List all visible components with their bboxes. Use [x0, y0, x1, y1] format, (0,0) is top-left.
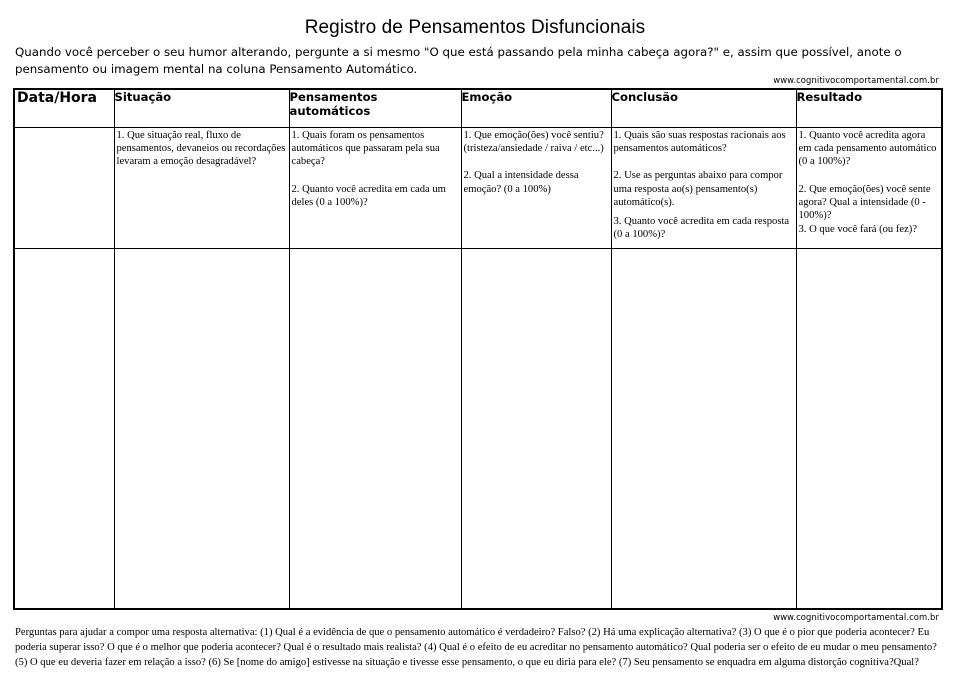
column-header-conclusao: Conclusão	[611, 89, 796, 128]
guide-text: 2. Use as perguntas abaixo para compor uma resposta ao(s) pensamento(s) automático(s).	[613, 170, 783, 208]
guide-cell-emocao	[461, 128, 611, 249]
guide-text: 3. Quanto você acredita em cada resposta (0 a 100%)?	[613, 216, 790, 241]
column-header-resultado: Resultado	[796, 89, 942, 128]
guide-text: 1. Que situação real, fluxo de pensamentos, devaneios ou recordações levaram a emoção desagradável?	[116, 130, 286, 168]
guide-text: 1. Quais são suas respostas racionais aos pensamentos automáticos?	[613, 130, 786, 155]
entry-row	[14, 249, 942, 610]
thought-record-table	[13, 88, 943, 610]
column-header-emocao: Emoção	[461, 89, 611, 128]
guide-text: 2. Quanto você acredita em cada um deles (0 a 100%)?	[291, 183, 446, 208]
guide-cell-pensamentos	[289, 128, 461, 249]
entry-cell-situacao[interactable]	[114, 249, 289, 610]
guide-text: 2. Que emoção(ões) você sente agora? Qual a intensidade (0 - 100%)?	[798, 183, 931, 222]
entry-cell-conclusao[interactable]	[611, 249, 796, 610]
column-header-pensamentos: Pensamentos automáticos	[289, 89, 461, 128]
entry-cell-data-hora[interactable]	[14, 249, 114, 610]
guide-text: 1. Quais foram os pensamentos automáticos que passaram pela sua cabeça?	[291, 130, 440, 168]
column-header-data-hora: Data/Hora	[14, 89, 114, 128]
guide-text: 1. Quanto você acredita agora em cada pensamento automático (0 a 100%)?	[798, 130, 937, 168]
guide-cell-data-hora[interactable]	[14, 128, 114, 249]
entry-cell-resultado[interactable]	[796, 249, 942, 610]
guide-cell-resultado	[796, 128, 942, 249]
intro-instructions: Quando você perceber o seu humor alterando, pergunte a si mesmo "O que está passando pela minha cabeça agora?" e, assim que possível, anote o pensamento ou imagem mental na coluna Pensamento Automático.	[15, 45, 902, 76]
page-title: Registro de Pensamentos Disfuncionais	[304, 17, 646, 38]
website-url-bottom: www.cognitivocomportamental.com.br	[773, 612, 939, 622]
guide-cell-conclusao	[611, 128, 796, 249]
entry-cell-pensamentos[interactable]	[289, 249, 461, 610]
guide-text: 3. O que você fará (ou fez)?	[798, 224, 918, 236]
table-header-row	[14, 89, 942, 128]
entry-cell-emocao[interactable]	[461, 249, 611, 610]
footer-questions: Perguntas para ajudar a compor uma resposta alternativa: (1) Qual é a evidência de que o pensamento automático é verdadeiro? Falso? (2) Há uma explicação alternativa? (3) O que é o pior que poderia acontecer? Eu poderia superar isso? O que é o melhor que poderia acontecer? Qual é o resultado mais realista? (4) Qual é o efeito de eu acreditar no pensamento automático? Qual poderia ser o efeito de eu mudar o meu pensamento? (5) O que eu deveria fazer em relação a isso? (6) Se [nome do amigo] estivesse na situação e tivesse esse pensamento, o que eu diria para ele? (7) Seu pensamento se enquadra em alguma distorção cognitiva?Qual?	[15, 627, 937, 668]
guide-text: 2. Qual a intensidade dessa emoção? (0 a 100%)	[463, 170, 579, 195]
website-url-top: www.cognitivocomportamental.com.br	[773, 75, 939, 85]
guide-text: 1. Que emoção(ões) você sentiu? (tristeza/ansiedade / raiva / etc...)	[463, 130, 604, 155]
guide-cell-situacao	[114, 128, 289, 249]
guide-row	[14, 128, 942, 249]
column-header-situacao: Situação	[114, 89, 289, 128]
